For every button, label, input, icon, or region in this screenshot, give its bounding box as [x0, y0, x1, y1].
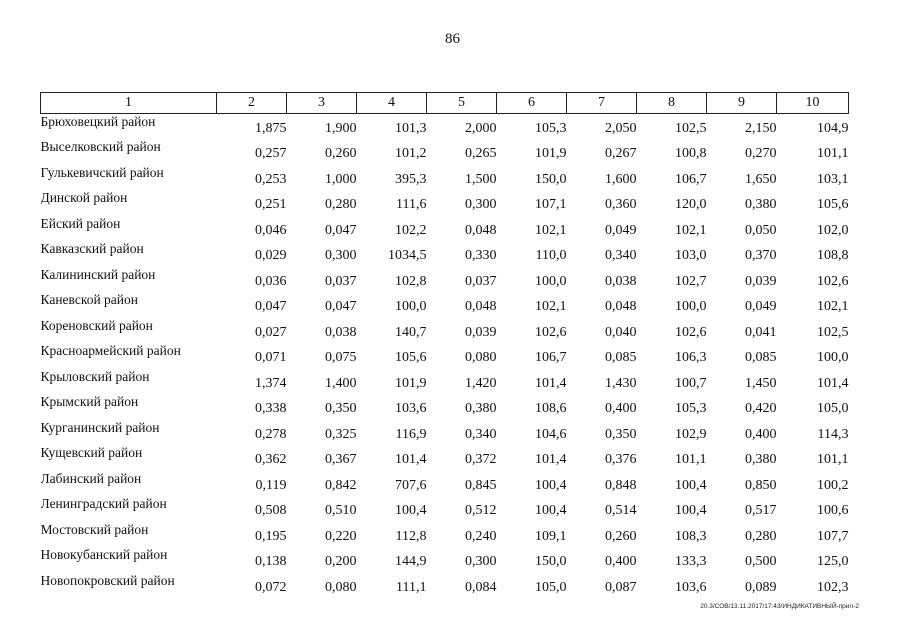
district-name-cell: Ейский район	[40, 215, 121, 231]
value-cell: 0,037	[325, 273, 357, 289]
value-cell: 0,075	[325, 350, 357, 366]
value-cell: 133,3	[675, 554, 707, 570]
value-cell: 0,280	[325, 197, 357, 213]
value-cell: 101,9	[395, 375, 427, 391]
value-cell: 0,085	[605, 350, 637, 366]
value-cell: 111,6	[396, 197, 427, 213]
value-cell: 0,376	[605, 452, 637, 468]
value-cell: 0,842	[325, 477, 357, 493]
value-cell: 0,251	[255, 197, 287, 213]
column-header-7: 7	[567, 93, 637, 114]
value-cell: 0,039	[745, 273, 777, 289]
value-cell: 0,037	[465, 273, 497, 289]
district-name-cell: Курганинский район	[40, 419, 160, 435]
value-cell: 0,027	[255, 324, 287, 340]
value-cell: 0,047	[325, 299, 357, 315]
value-cell: 103,0	[675, 248, 707, 264]
value-cell: 0,046	[255, 222, 287, 238]
value-cell: 107,1	[535, 197, 567, 213]
value-cell: 0,087	[605, 579, 637, 595]
value-cell: 0,500	[745, 554, 777, 570]
value-cell: 2,150	[745, 120, 777, 136]
value-cell: 0,050	[745, 222, 777, 238]
value-cell: 105,6	[817, 197, 849, 213]
value-cell: 102,1	[535, 222, 567, 238]
value-cell: 0,325	[325, 426, 357, 442]
value-cell: 0,300	[465, 197, 497, 213]
value-cell: 105,6	[395, 350, 427, 366]
column-header-4: 4	[357, 93, 427, 114]
district-name-cell: Выселковский район	[40, 139, 161, 155]
value-cell: 0,380	[745, 452, 777, 468]
value-cell: 0,240	[465, 528, 497, 544]
column-header-9: 9	[707, 93, 777, 114]
value-cell: 101,9	[535, 146, 567, 162]
value-cell: 0,080	[325, 579, 357, 595]
value-cell: 140,7	[395, 324, 427, 340]
value-cell: 0,848	[605, 477, 637, 493]
column-header-6: 6	[497, 93, 567, 114]
value-cell: 0,029	[255, 248, 287, 264]
value-cell: 101,2	[395, 146, 427, 162]
value-cell: 0,300	[325, 248, 357, 264]
value-cell: 100,4	[675, 477, 707, 493]
value-cell: 102,6	[535, 324, 567, 340]
value-cell: 1,875	[255, 120, 287, 136]
value-cell: 0,280	[745, 528, 777, 544]
value-cell: 120,0	[675, 197, 707, 213]
value-cell: 0,038	[325, 324, 357, 340]
value-cell: 105,3	[535, 120, 567, 136]
value-cell: 0,367	[325, 452, 357, 468]
value-cell: 1,400	[325, 375, 357, 391]
value-cell: 0,370	[745, 248, 777, 264]
page-number: 86	[445, 31, 460, 47]
value-cell: 144,9	[395, 554, 427, 570]
district-name-cell: Кореновский район	[40, 317, 153, 333]
value-cell: 100,2	[817, 477, 849, 493]
value-cell: 0,372	[465, 452, 497, 468]
value-cell: 0,512	[465, 503, 497, 519]
value-cell: 0,041	[745, 324, 777, 340]
value-cell: 104,6	[535, 426, 567, 442]
value-cell: 707,6	[395, 477, 427, 493]
value-cell: 103,6	[395, 401, 427, 417]
value-cell: 0,048	[605, 299, 637, 315]
document-footer: 20.3/СОВ/13.11.2017/17:43/ИНДИКАТИВНЫЙ-прил-2	[700, 603, 859, 610]
value-cell: 102,5	[675, 120, 707, 136]
value-cell: 0,340	[605, 248, 637, 264]
value-cell: 100,6	[817, 503, 849, 519]
value-cell: 108,6	[535, 401, 567, 417]
value-cell: 0,380	[465, 401, 497, 417]
value-cell: 101,3	[395, 120, 427, 136]
value-cell: 100,0	[675, 299, 707, 315]
value-cell: 100,0	[395, 299, 427, 315]
value-cell: 103,1	[817, 171, 849, 187]
value-cell: 101,1	[817, 146, 849, 162]
value-cell: 0,400	[745, 426, 777, 442]
value-cell: 116,9	[395, 426, 427, 442]
district-name-cell: Новокубанский район	[40, 547, 168, 563]
district-name-cell: Брюховецкий район	[40, 113, 156, 129]
value-cell: 100,4	[675, 503, 707, 519]
value-cell: 100,0	[535, 273, 567, 289]
value-cell: 0,850	[745, 477, 777, 493]
value-cell: 110,0	[535, 248, 567, 264]
value-cell: 0,048	[465, 299, 497, 315]
value-cell: 1,430	[605, 375, 637, 391]
column-header-10: 10	[777, 93, 849, 114]
value-cell: 0,220	[325, 528, 357, 544]
value-cell: 0,508	[255, 503, 287, 519]
value-cell: 102,1	[535, 299, 567, 315]
value-cell: 0,260	[605, 528, 637, 544]
value-cell: 101,4	[535, 375, 567, 391]
value-cell: 102,1	[675, 222, 707, 238]
value-cell: 105,3	[675, 401, 707, 417]
value-cell: 102,0	[817, 222, 849, 238]
value-cell: 1034,5	[388, 248, 427, 264]
value-cell: 100,0	[817, 350, 849, 366]
value-cell: 100,4	[535, 477, 567, 493]
value-cell: 0,257	[255, 146, 287, 162]
value-cell: 0,036	[255, 273, 287, 289]
value-cell: 100,4	[395, 503, 427, 519]
value-cell: 108,3	[675, 528, 707, 544]
table-row	[41, 573, 849, 599]
value-cell: 0,119	[255, 477, 287, 493]
value-cell: 106,3	[675, 350, 707, 366]
value-cell: 0,200	[325, 554, 357, 570]
value-cell: 106,7	[535, 350, 567, 366]
value-cell: 0,267	[605, 146, 637, 162]
value-cell: 0,049	[745, 299, 777, 315]
value-cell: 105,0	[817, 401, 849, 417]
value-cell: 150,0	[535, 554, 567, 570]
value-cell: 0,071	[255, 350, 287, 366]
value-cell: 0,253	[255, 171, 287, 187]
value-cell: 101,1	[817, 452, 849, 468]
value-cell: 102,2	[395, 222, 427, 238]
value-cell: 0,260	[325, 146, 357, 162]
value-cell: 0,195	[255, 528, 287, 544]
district-name-cell: Кавказский район	[40, 241, 144, 257]
value-cell: 0,080	[465, 350, 497, 366]
value-cell: 0,420	[745, 401, 777, 417]
value-cell: 0,350	[605, 426, 637, 442]
district-name-cell: Кущевский район	[40, 445, 143, 461]
value-cell: 101,1	[675, 452, 707, 468]
district-name-cell: Гулькевичский район	[40, 164, 164, 180]
value-cell: 0,845	[465, 477, 497, 493]
table-body	[41, 114, 849, 599]
district-name-cell: Динской район	[40, 190, 128, 206]
value-cell: 0,400	[605, 554, 637, 570]
value-cell: 1,420	[465, 375, 497, 391]
value-cell: 103,6	[675, 579, 707, 595]
value-cell: 102,3	[817, 579, 849, 595]
value-cell: 102,8	[395, 273, 427, 289]
value-cell: 1,600	[605, 171, 637, 187]
value-cell: 395,3	[395, 171, 427, 187]
value-cell: 104,9	[817, 120, 849, 136]
value-cell: 0,514	[605, 503, 637, 519]
value-cell: 0,040	[605, 324, 637, 340]
value-cell: 2,050	[605, 120, 637, 136]
value-cell: 100,7	[675, 375, 707, 391]
value-cell: 1,650	[745, 171, 777, 187]
value-cell: 102,7	[675, 273, 707, 289]
value-cell: 1,374	[255, 375, 287, 391]
value-cell: 1,000	[325, 171, 357, 187]
value-cell: 105,0	[535, 579, 567, 595]
value-cell: 2,000	[465, 120, 497, 136]
value-cell: 0,038	[605, 273, 637, 289]
value-cell: 125,0	[817, 554, 849, 570]
value-cell: 112,8	[395, 528, 427, 544]
district-name-cell: Крыловский район	[40, 368, 150, 384]
value-cell: 111,1	[396, 579, 427, 595]
value-cell: 106,7	[675, 171, 707, 187]
value-cell: 102,6	[675, 324, 707, 340]
value-cell: 0,360	[605, 197, 637, 213]
value-cell: 0,400	[605, 401, 637, 417]
value-cell: 0,510	[325, 503, 357, 519]
value-cell: 0,039	[465, 324, 497, 340]
column-header-1: 1	[41, 93, 217, 114]
district-name-cell: Мостовский район	[40, 521, 149, 537]
value-cell: 102,9	[675, 426, 707, 442]
value-cell: 0,072	[255, 579, 287, 595]
value-cell: 0,270	[745, 146, 777, 162]
column-header-2: 2	[217, 93, 287, 114]
value-cell: 100,8	[675, 146, 707, 162]
district-name-cell: Ленинградский район	[40, 496, 167, 512]
value-cell: 0,138	[255, 554, 287, 570]
value-cell: 1,900	[325, 120, 357, 136]
value-cell: 0,338	[255, 401, 287, 417]
value-cell: 0,265	[465, 146, 497, 162]
value-cell: 0,350	[325, 401, 357, 417]
district-name-cell: Новопокровский район	[40, 572, 175, 588]
column-header-8: 8	[637, 93, 707, 114]
value-cell: 102,6	[817, 273, 849, 289]
value-cell: 1,450	[745, 375, 777, 391]
value-cell: 0,300	[465, 554, 497, 570]
value-cell: 108,8	[817, 248, 849, 264]
value-cell: 0,085	[745, 350, 777, 366]
value-cell: 150,0	[535, 171, 567, 187]
district-name-cell: Калининский район	[40, 266, 156, 282]
district-name-cell: Крымский район	[40, 394, 139, 410]
value-cell: 0,380	[745, 197, 777, 213]
district-name-cell: Лабинский район	[40, 470, 142, 486]
value-cell: 0,330	[465, 248, 497, 264]
value-cell: 0,340	[465, 426, 497, 442]
value-cell: 0,047	[325, 222, 357, 238]
value-cell: 0,278	[255, 426, 287, 442]
district-name-cell: Каневской район	[40, 292, 138, 308]
value-cell: 0,362	[255, 452, 287, 468]
value-cell: 102,1	[817, 299, 849, 315]
value-cell: 101,4	[395, 452, 427, 468]
district-name-cell: Красноармейский район	[40, 343, 181, 359]
data-table	[40, 92, 849, 599]
value-cell: 0,089	[745, 579, 777, 595]
column-header-5: 5	[427, 93, 497, 114]
value-cell: 101,4	[817, 375, 849, 391]
value-cell: 0,048	[465, 222, 497, 238]
value-cell: 102,5	[817, 324, 849, 340]
value-cell: 1,500	[465, 171, 497, 187]
column-header-3: 3	[287, 93, 357, 114]
value-cell: 0,049	[605, 222, 637, 238]
value-cell: 107,7	[817, 528, 849, 544]
value-cell: 109,1	[535, 528, 567, 544]
value-cell: 101,4	[535, 452, 567, 468]
value-cell: 100,4	[535, 503, 567, 519]
value-cell: 0,517	[745, 503, 777, 519]
value-cell: 0,047	[255, 299, 287, 315]
value-cell: 0,084	[465, 579, 497, 595]
value-cell: 114,3	[817, 426, 849, 442]
